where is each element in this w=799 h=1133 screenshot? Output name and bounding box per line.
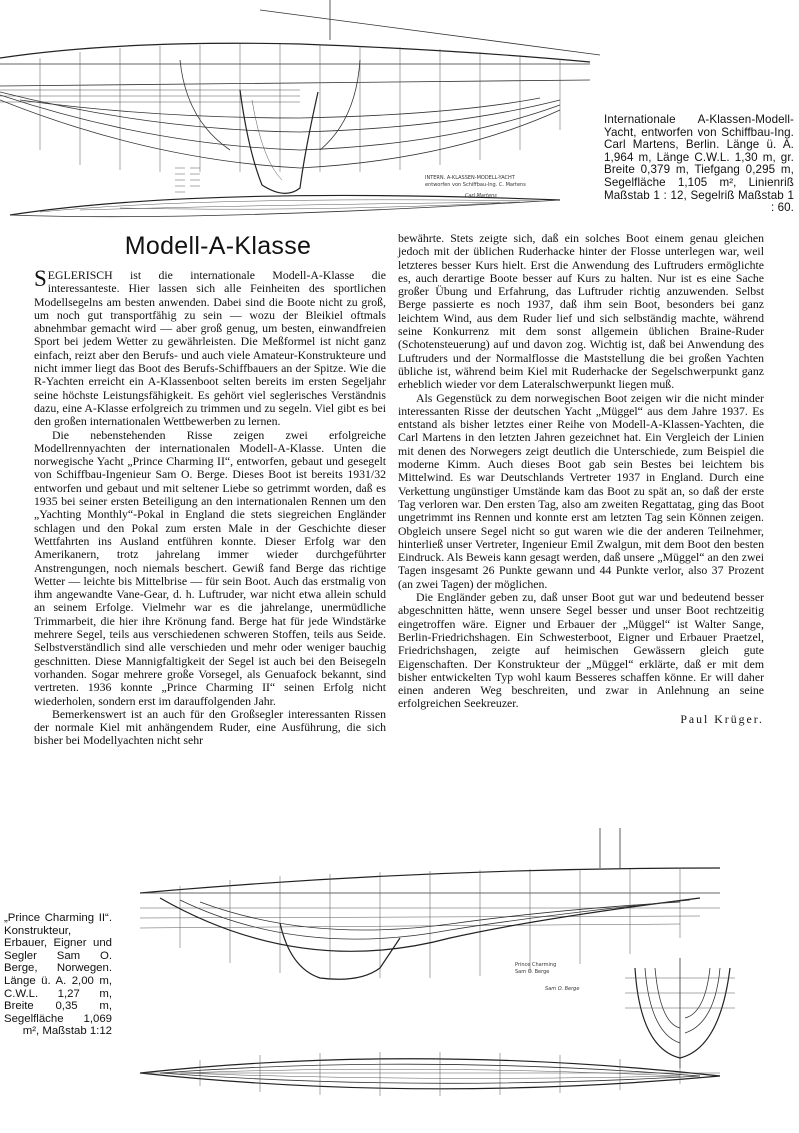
bottom-lines-drawing xyxy=(120,828,799,1133)
stamp-line-2: Sam O. Berge xyxy=(515,969,550,975)
bottom-drawing-stamp xyxy=(515,962,625,993)
stamp-line-2: entworfen von Schiffbau-Ing. C. Martens xyxy=(425,182,526,188)
paragraph: bewährte. Stets zeigte sich, daß ein solches Boot einem genau gleichen jedoch mit der üblichen Ruderhacke hinter der Flosse unterlegen war, weil letzteres besser Kurs hielt. Erst die Anwendung des Luftruders ermöglichte es, auch derartige Boote besser auf Kurs zu halten. Nur ist es eine Sache großer Übung und Erfahrung, das Luftruder richtig anzuwenden. Selbst Berge passierte es noch 1937, daß ihm sein Boot, besonders bei ganz leichtem Wind, aus dem Ruder lief und sich selbständig machte, während seine Konkurrenz mit dem sonst allgemein üblichen Braine-Ruder (Schotensteuerung) auf und davon zog. Wichtig ist, daß bei Anwendung des Luftruders und der Normalflosse die Maststellung die bei großen Yachten übliche ist, während beim Kiel mit Ruderhacke der Segelschwerpunkt ganz erheblich wieder vor dem Lateralschwerpunkt liegen muß. xyxy=(398,231,764,392)
article-title: Modell-A-Klasse xyxy=(124,232,312,260)
stamp-line-1: INTERN. A-KLASSEN-MODELL-YACHT xyxy=(425,175,515,181)
drop-cap: S xyxy=(34,266,47,291)
top-drawing-stamp xyxy=(425,175,555,200)
text-column-left xyxy=(34,266,386,748)
author: Paul Krüger. xyxy=(680,711,764,726)
stamp-signature: Sam O. Berge xyxy=(545,986,580,992)
paragraph: Bemerkenswert ist an auch für den Großsegler interessanten Rissen der normale Kiel mit anhängendem Ruder, eine Ausführung, die sich bisher bei Modellyachten nicht sehr xyxy=(34,706,386,748)
paragraph-text: EGLERISCH ist die internationale Modell-A-Klasse die interessanteste. Hier lassen sich alle Feinheiten des sportlichen Modellsegelns am besten anwenden. Dabei sind die Boote nicht zu groß, um noch gut transportfähig zu sein — wozu der Bleikiel oftmals abnehmbar gemacht wird — aber groß genug, um besten, einwandfreien Sport bei jedem Wetter zu gewährleisten. Die Meßformel ist nicht ganz einfach, reizt aber den Berufs- und auch viele Amateur-Konstrukteure und nicht immer liegt das Boot des Berufs-Schiffbauers an der Spitze. Wie die R-Yachten erreicht ein A-Klassenboot selten bereits im ersten Segeljahr seine höchste Leistungsfähigkeit. Es gehört viel seglerisches Verständnis dazu, eine A-Klasse erfolgreich zu trimmen und zu segeln. Viel gibt es bei den großen internationalen Wettbewerben zu lernen. xyxy=(34,268,386,429)
paragraph xyxy=(34,266,386,429)
text-column-right xyxy=(398,232,764,726)
paragraph: Die Engländer geben zu, daß unser Boot gut war und bedeutend besser abgeschnitten hätte, wenn unsere Segel besser und unser Boot rechtzeitig eingetroffen wäre. Eigner und Erbauer der „Müggel“ ist Walter Sange, Berlin-Friedrichshagen. Ein Schwesterboot, Eigner und Erbauer Praetzel, Friedrichshagen, zeigte auf heimischen Gewässern gleich gute Eigenschaften. Der Konstrukteur der „Müggel“ erklärte, daß er mit dem bisher entwickelten Typ wohl kaum Besseres schaffen könne. Er will daher einen anderen Weg beschreiten, und zwar in Anlehnung an seine erfolgreichen Seekreuzer. xyxy=(398,590,764,711)
paragraph: Die nebenstehenden Risse zeigen zwei erfolgreiche Modellrennyachten der internationalen Modell-A-Klasse. Unten die norwegische Yacht „Prince Charming II“, entworfen, gebaut und gesegelt von Schiffbau-Ingenieur Sam O. Berge. Dieses Boot ist bereits 1931/32 entworfen und gebaut und mit seltener Liebe so getrimmt worden, daß es 1935 bei seiner ersten Beteiligung an den internationalen Rennen um den „Yachting Monthly“-Pokal in England die stets siegreichen Engländer schlagen und den Pokal zum ersten Male in der Geschichte dieser Wettfahrten ins Ausland entführen konnte. Dieser Erfolg war den Amerikanern, trotz jahrelang immer wieder durchgeführter Anstrengungen, noch niemals beschert. Gewiß fand Berge das richtige Wetter — leichte bis Mittelbrise — für sein Boot. Auch das erstmalig von ihm angewandte Vane-Gear, d. h. Luftruder, war nicht etwa allein schuld an seinem Erfolge. Vielmehr war es die jahrelange, unermüdliche Trimmarbeit, die hier ihre Krönung fand. Berge hat für jede Windstärke mehrere Segel, teils aus verschiedenen schweren Stoffen, teils aus Seide. Selbstverständlich sind alle verschieden und mehr oder weniger bauchig geschnitten. Diese Mannigfaltigkeit der Segel ist auch bei den Beisegeln vorhanden. Sogar mehrere große Vorsegel, als Genuafock bekannt, sind vertreten. 1936 konnte „Prince Charming II“ seinen Erfolg nicht wiederholen, sondern erst im darauffolgenden Jahr. xyxy=(34,427,386,708)
stamp-line-1: Prince Charming xyxy=(515,962,557,968)
bottom-caption: „Prince Charming II“. Konstrukteur, Erbauer, Eigner und Segler Sam O. Berge, Norwegen. Länge ü. A. 2,00 m, C.W.L. 1,27 m, Breite 0,35 m, Segelfläche 1,069 m², Maßstab 1:12 xyxy=(4,912,112,1038)
top-caption: Internationale A-Klassen-Modell-Yacht, entworfen von Schiffbau-Ing. Carl Martens, Berlin. Länge ü. A. 1,964 m, Länge C.W.L. 1,30 m, gr. Breite 0,379 m, Tiefgang 0,295 m, Segelfläche 1,105 m², Linienriß Maßstab 1 : 12, Segelriß Maßstab 1 : 60. xyxy=(604,113,794,215)
stamp-signature: Carl Martens xyxy=(465,193,497,199)
paragraph: Als Gegenstück zu dem norwegischen Boot zeigen wir die nicht minder interessanten Risse der deutschen Yacht „Müggel“ aus dem Jahre 1937. Es entstand als bisher letztes einer Reihe von Modell-A-Klassen-Yachten, die Carl Martens in den letzten Jahren gezeichnet hat. Ein Vergleich der Linien mit denen des Norwegers zeigt deutlich die Unterschiede, zum Beispiel die moderne Kimm. Auch dieses Boot gab sein Bestes bei leichtem bis Mittelwind. Es war Deutschlands Vertreter 1937 in England. Durch eine Verkettung ungünstiger Umstände kam das Boot zu spät an, so daß der erste Tag verloren war. Den ersten Tag, also am zweiten Regattatag, ging das Boot ungetrimmt ins Rennen und konnte erst am letzten Tag sein Können zeigen. Obgleich unsere Segel nicht so gut waren wie die der anderen Teilnehmer, hinterließ unser Vertreter, Ingenieur Emil Zwalgun, mit dem Boot den besten Eindruck. Als Beweis kann gesagt werden, daß unsere „Müggel“ an den zwei Tagen insgesamt 26 Punkte gewann und 44 Punkte verlor, also 37 Prozent (an zwei Tagen) der möglichen. xyxy=(398,390,764,591)
